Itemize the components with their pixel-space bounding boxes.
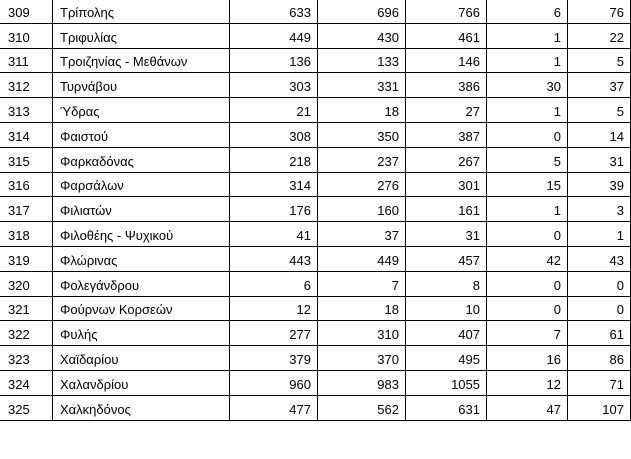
value-cell-3: 386 (406, 73, 487, 98)
value-cell-1: 314 (230, 172, 318, 197)
value-cell-4: 1 (487, 98, 568, 123)
row-index-cell: 309 (0, 0, 53, 23)
value-cell-2: 7 (318, 271, 406, 296)
value-cell-2: 237 (318, 147, 406, 172)
municipality-name-cell: Φαρσάλων (53, 172, 230, 197)
table-row (0, 172, 631, 197)
row-index-cell: 320 (0, 271, 53, 296)
value-cell-5: 31 (568, 147, 631, 172)
value-cell-3: 161 (406, 197, 487, 222)
municipality-name-cell: Φούρνων Κορσεών (53, 296, 230, 321)
value-cell-1: 960 (230, 370, 318, 395)
value-cell-5: 14 (568, 122, 631, 147)
row-index-cell: 323 (0, 346, 53, 371)
table-row (0, 271, 631, 296)
value-cell-3: 631 (406, 395, 487, 420)
table-row (0, 48, 631, 73)
value-cell-5: 5 (568, 98, 631, 123)
value-cell-3: 495 (406, 346, 487, 371)
table-row (0, 197, 631, 222)
value-cell-2: 18 (318, 98, 406, 123)
value-cell-1: 308 (230, 122, 318, 147)
table-row (0, 370, 631, 395)
municipality-name-cell: Φυλής (53, 321, 230, 346)
value-cell-4: 0 (487, 222, 568, 247)
row-index-cell: 321 (0, 296, 53, 321)
value-cell-3: 27 (406, 98, 487, 123)
value-cell-4: 6 (487, 0, 568, 23)
value-cell-5: 86 (568, 346, 631, 371)
value-cell-3: 146 (406, 48, 487, 73)
table-row (0, 73, 631, 98)
value-cell-2: 276 (318, 172, 406, 197)
row-index-cell: 319 (0, 246, 53, 271)
municipality-name-cell: Τροιζηνίας - Μεθάνων (53, 48, 230, 73)
value-cell-4: 16 (487, 346, 568, 371)
value-cell-1: 6 (230, 271, 318, 296)
value-cell-3: 457 (406, 246, 487, 271)
municipality-name-cell: Ύδρας (53, 98, 230, 123)
value-cell-2: 370 (318, 346, 406, 371)
value-cell-2: 160 (318, 197, 406, 222)
municipality-name-cell: Φλώρινας (53, 246, 230, 271)
municipality-name-cell: Τρίπολης (53, 0, 230, 23)
municipality-name-cell: Φολεγάνδρου (53, 271, 230, 296)
row-index-cell: 317 (0, 197, 53, 222)
value-cell-2: 430 (318, 23, 406, 48)
row-index-cell: 316 (0, 172, 53, 197)
municipality-name-cell: Χαλκηδόνος (53, 395, 230, 420)
value-cell-1: 12 (230, 296, 318, 321)
value-cell-4: 47 (487, 395, 568, 420)
row-index-cell: 322 (0, 321, 53, 346)
row-index-cell: 314 (0, 122, 53, 147)
row-index-cell: 318 (0, 222, 53, 247)
row-index-cell: 324 (0, 370, 53, 395)
value-cell-4: 12 (487, 370, 568, 395)
value-cell-3: 8 (406, 271, 487, 296)
value-cell-5: 71 (568, 370, 631, 395)
row-index-cell: 312 (0, 73, 53, 98)
municipality-name-cell: Φιλιατών (53, 197, 230, 222)
value-cell-3: 461 (406, 23, 487, 48)
table-row (0, 98, 631, 123)
value-cell-5: 61 (568, 321, 631, 346)
value-cell-3: 387 (406, 122, 487, 147)
value-cell-1: 277 (230, 321, 318, 346)
value-cell-4: 1 (487, 197, 568, 222)
municipality-name-cell: Φιλοθέης - Ψυχικού (53, 222, 230, 247)
value-cell-1: 477 (230, 395, 318, 420)
table-row (0, 246, 631, 271)
table-row (0, 395, 631, 420)
value-cell-4: 0 (487, 271, 568, 296)
value-cell-1: 176 (230, 197, 318, 222)
value-cell-4: 0 (487, 296, 568, 321)
municipality-name-cell: Τυρνάβου (53, 73, 230, 98)
row-index-cell: 310 (0, 23, 53, 48)
value-cell-1: 136 (230, 48, 318, 73)
municipality-name-cell: Φαρκαδόνας (53, 147, 230, 172)
row-index-cell: 311 (0, 48, 53, 73)
value-cell-5: 107 (568, 395, 631, 420)
table-row (0, 222, 631, 247)
value-cell-5: 0 (568, 271, 631, 296)
value-cell-5: 0 (568, 296, 631, 321)
value-cell-5: 1 (568, 222, 631, 247)
municipality-name-cell: Χαλανδρίου (53, 370, 230, 395)
value-cell-2: 449 (318, 246, 406, 271)
value-cell-1: 449 (230, 23, 318, 48)
table-row (0, 147, 631, 172)
value-cell-3: 407 (406, 321, 487, 346)
value-cell-5: 3 (568, 197, 631, 222)
value-cell-1: 41 (230, 222, 318, 247)
value-cell-2: 133 (318, 48, 406, 73)
municipality-name-cell: Χαϊδαρίου (53, 346, 230, 371)
value-cell-3: 1055 (406, 370, 487, 395)
value-cell-3: 301 (406, 172, 487, 197)
value-cell-4: 5 (487, 147, 568, 172)
value-cell-2: 350 (318, 122, 406, 147)
table-row (0, 0, 631, 23)
value-cell-4: 0 (487, 122, 568, 147)
value-cell-2: 18 (318, 296, 406, 321)
value-cell-1: 21 (230, 98, 318, 123)
value-cell-4: 30 (487, 73, 568, 98)
table-row (0, 321, 631, 346)
value-cell-1: 379 (230, 346, 318, 371)
value-cell-4: 42 (487, 246, 568, 271)
value-cell-3: 766 (406, 0, 487, 23)
value-cell-5: 5 (568, 48, 631, 73)
value-cell-3: 10 (406, 296, 487, 321)
value-cell-1: 218 (230, 147, 318, 172)
value-cell-5: 22 (568, 23, 631, 48)
value-cell-1: 303 (230, 73, 318, 98)
value-cell-5: 37 (568, 73, 631, 98)
table-row (0, 122, 631, 147)
municipality-name-cell: Φαιστού (53, 122, 230, 147)
row-index-cell: 315 (0, 147, 53, 172)
value-cell-3: 267 (406, 147, 487, 172)
value-cell-4: 1 (487, 48, 568, 73)
value-cell-2: 310 (318, 321, 406, 346)
value-cell-4: 7 (487, 321, 568, 346)
table-row (0, 23, 631, 48)
municipality-name-cell: Τριφυλίας (53, 23, 230, 48)
value-cell-4: 15 (487, 172, 568, 197)
value-cell-5: 76 (568, 0, 631, 23)
row-index-cell: 325 (0, 395, 53, 420)
value-cell-1: 633 (230, 0, 318, 23)
value-cell-2: 983 (318, 370, 406, 395)
value-cell-2: 37 (318, 222, 406, 247)
value-cell-5: 43 (568, 246, 631, 271)
value-cell-4: 1 (487, 23, 568, 48)
table-row (0, 296, 631, 321)
table-row (0, 346, 631, 371)
value-cell-3: 31 (406, 222, 487, 247)
value-cell-2: 331 (318, 73, 406, 98)
row-index-cell: 313 (0, 98, 53, 123)
value-cell-2: 562 (318, 395, 406, 420)
value-cell-1: 443 (230, 246, 318, 271)
value-cell-2: 696 (318, 0, 406, 23)
value-cell-5: 39 (568, 172, 631, 197)
